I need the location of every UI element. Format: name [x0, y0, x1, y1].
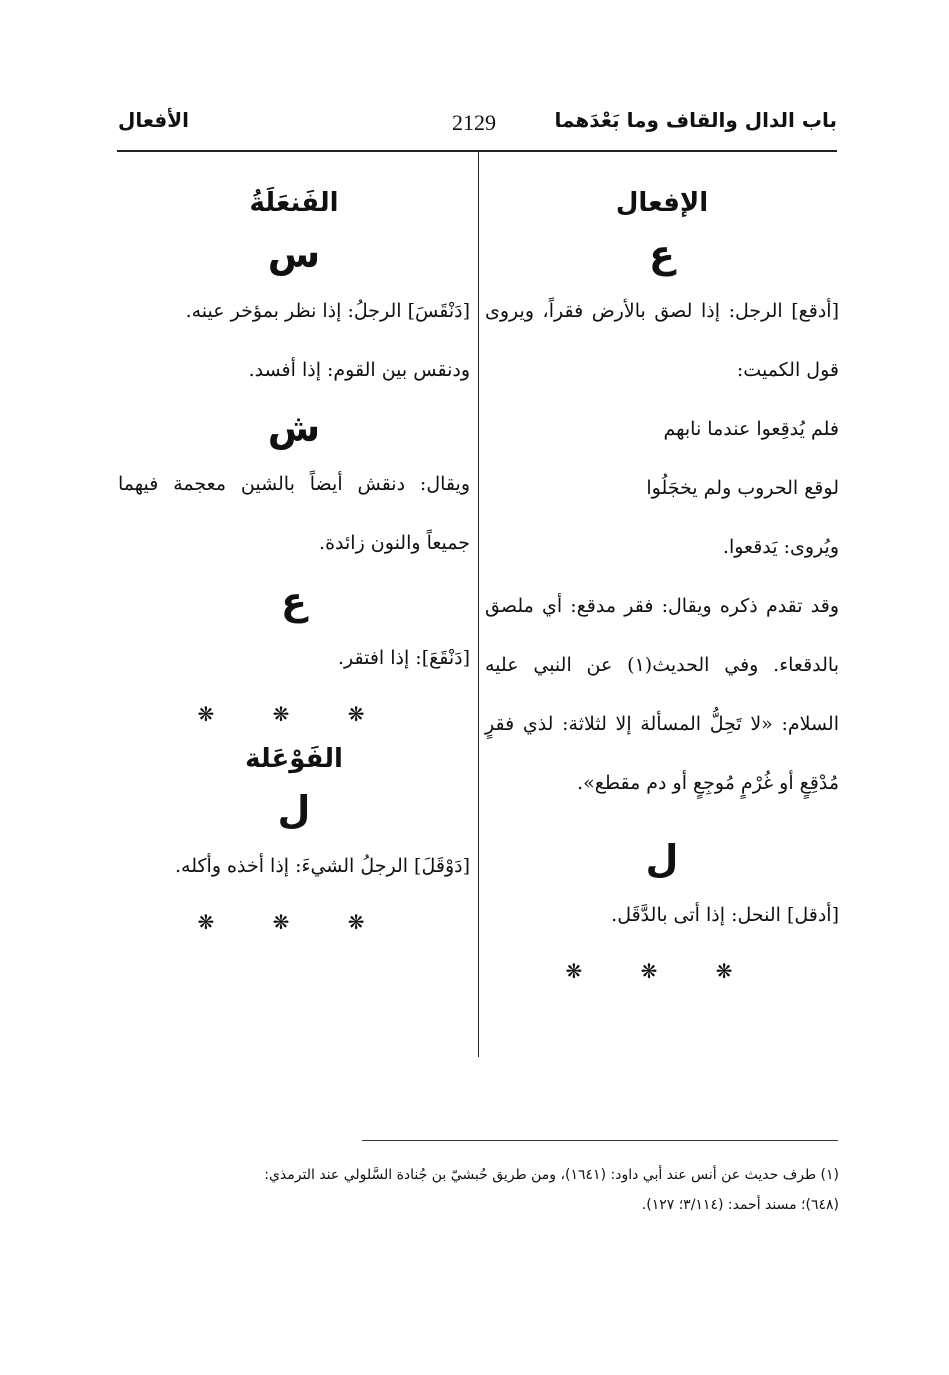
entry-danqasa-2: ودنقس بين القوم: إذا أفسد.: [248, 358, 470, 381]
verse-line-1: فلم يُدقِعوا عندما نابهم: [663, 417, 839, 440]
section-separator-1: ❋ ❋ ❋: [197, 701, 391, 726]
entry-danqaa: [دَنْقَعَ]: إذا افتقر.: [337, 646, 470, 669]
entry-danqasha: ويقال: دنقش أيضاً بالشين معجمة فيهما جميعاً والنون زائدة.: [118, 473, 470, 555]
section-title-fanaala: الفَنعَلَةُ: [249, 188, 339, 218]
entry-dawqala: [دَوْقَلَ] الرجلُ الشيءَ: إذا أخذه وأكله.: [175, 855, 470, 878]
footnote-line-1: (١) طرف حديث عن أنس عند أبي داود: (١٦٤١)، ومن طريق حُبشيّ بن جُنادة السَّلولي عند الترمذي:: [264, 1167, 839, 1183]
section-title-fawala: الفَوْعَلة: [245, 743, 343, 774]
entry-adqaa: [أدقع] الرجل: إذا لصق بالأرض فقراً، ويروى قول الكميت:: [485, 299, 839, 381]
running-header-chapter: باب الدال والقاف وما بَعْدَهما: [554, 108, 837, 132]
footnote-rule: [362, 1140, 838, 1141]
entry-adqal: [أدقل] النحل: إذا أتى بالدَّقَل.: [611, 904, 839, 927]
entry-danqasa: [دَنْقَسَ] الرجلُ: إذا نظر بمؤخر عينه.: [185, 299, 470, 322]
footnote: [109, 1160, 839, 1220]
verse-variant: ويُروى: يَدقعوا.: [722, 535, 839, 558]
letter-heading-lam: ل: [645, 836, 679, 881]
letter-heading-ain-left: ع: [281, 579, 307, 624]
section-separator-2: ❋ ❋ ❋: [197, 910, 391, 935]
footnote-line-2: (٦٤٨)؛ مسند أحمد: (٣/١١٤؛ ١٢٧).: [641, 1197, 839, 1213]
letter-heading-lam-left: ل: [277, 787, 311, 832]
header-rule: [117, 150, 837, 152]
section-title-ifaal: الإفعال: [615, 188, 709, 218]
page-number: 2129: [452, 110, 496, 135]
letter-heading-ain: ع: [649, 232, 675, 276]
column-divider: [478, 152, 479, 1057]
section-separator: ❋ ❋ ❋: [565, 959, 759, 984]
letter-heading-sin: س: [267, 232, 321, 276]
right-column: [485, 170, 839, 997]
running-header-section: الأفعال: [118, 108, 189, 132]
letter-heading-shin: ش: [267, 405, 321, 450]
left-column: [118, 170, 470, 948]
entry-hadith: وقد تقدم ذكره ويقال: فقر مدقع: أي ملصق بالدقعاء. وفي الحديث(١) عن النبي عليه السلام: «لا تَحِلُّ المسألة إلا لثلاثة: لذي فقرٍ مُدْقِعٍ أو غُرْمٍ مُوجِعٍ أو دم مقطع».: [485, 594, 840, 794]
verse-line-2: لوقع الحروب ولم يخجَلُوا: [646, 476, 839, 499]
